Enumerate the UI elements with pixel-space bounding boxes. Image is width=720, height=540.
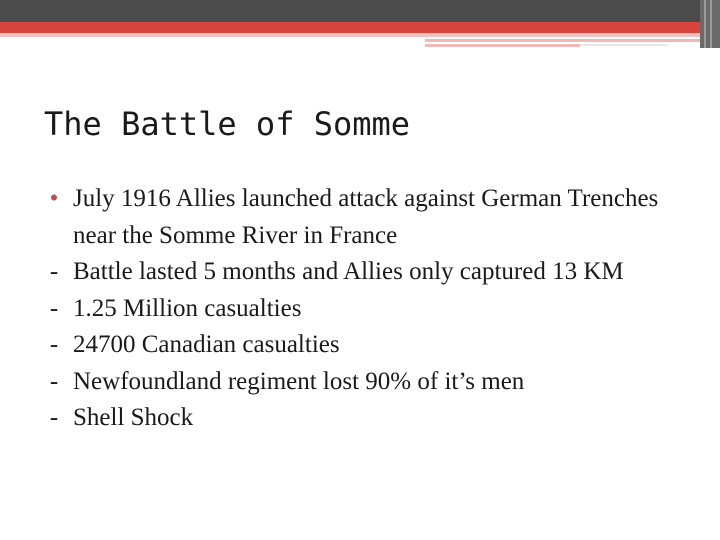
decorative-stripe <box>425 44 580 47</box>
bullet-list <box>44 181 694 437</box>
bullet-text: July 1916 Allies launched attack against German Trenches near the Somme River in France <box>73 185 659 249</box>
bullet-text: 1.25 Million casualties <box>73 294 302 322</box>
bullet-text: Shell Shock <box>73 404 194 431</box>
header-banner-pink <box>0 33 720 37</box>
bullet-item <box>44 364 694 401</box>
bullet-item <box>44 254 694 291</box>
dash-marker-icon: - <box>49 367 59 395</box>
bullet-text: 24700 Canadian casualties <box>73 331 340 358</box>
bullet-item <box>44 327 694 364</box>
slide-title: The Battle of Somme <box>44 105 411 143</box>
bullet-item <box>44 400 694 437</box>
decorative-stripe <box>425 39 715 42</box>
decorative-stripe <box>580 44 668 46</box>
bullet-text: Battle lasted 5 months and Allies only captured 13 KM <box>73 258 624 285</box>
header-edge-block <box>700 0 720 48</box>
bullet-item <box>44 291 694 328</box>
bullet-item <box>44 181 694 254</box>
bullet-dot-icon: • <box>49 185 59 212</box>
header-banner-red <box>0 22 720 33</box>
dash-marker-icon: - <box>49 404 59 431</box>
header-banner-dark <box>0 0 700 22</box>
dash-marker-icon: - <box>49 258 59 285</box>
dash-marker-icon: - <box>49 294 59 322</box>
dash-marker-icon: - <box>49 331 59 358</box>
bullet-text: Newfoundland regiment lost 90% of it’s men <box>73 367 525 395</box>
